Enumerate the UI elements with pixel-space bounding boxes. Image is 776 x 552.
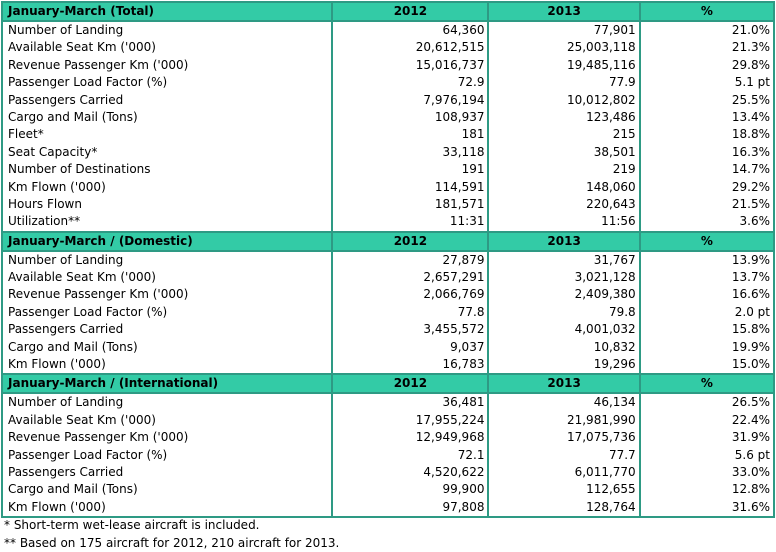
- section-title: January-March / (Domestic): [8, 233, 193, 248]
- column-y2012: [331, 394, 487, 516]
- table-cell: 16.3%: [731, 144, 770, 159]
- table-cell: 114,591: [434, 179, 485, 194]
- table-cell: 21.5%: [731, 196, 770, 211]
- footnote-fleet: * Short-term wet-lease aircraft is included.: [4, 518, 260, 532]
- section-header: [3, 375, 773, 394]
- table-cell: 108,937: [434, 109, 485, 124]
- table-cell: 13.7%: [731, 270, 770, 285]
- table-cell: 5.1 pt: [734, 75, 770, 90]
- table-cell: 9,037: [450, 339, 485, 354]
- row-label: Km Flown ('000): [8, 499, 106, 514]
- table-cell: 29.8%: [731, 57, 770, 72]
- column-pct: [639, 394, 773, 516]
- table-cell: 13.9%: [731, 252, 770, 267]
- column-pct: [639, 252, 773, 374]
- table-cell: 33.0%: [731, 464, 770, 479]
- table-cell: 14.7%: [731, 162, 770, 177]
- table-cell: 181,571: [434, 196, 485, 211]
- table-cell: 191: [461, 162, 485, 177]
- table-cell: 19,296: [593, 357, 636, 372]
- table-cell: 38,501: [593, 144, 636, 159]
- table-cell: 31,767: [593, 252, 636, 267]
- table-cell: 16.6%: [731, 287, 770, 302]
- section-title: January-March / (International): [8, 376, 219, 391]
- table-cell: 77,901: [593, 23, 636, 37]
- table-cell: 25,003,118: [566, 40, 636, 55]
- row-label: Passenger Load Factor (%): [8, 447, 168, 462]
- table-cell: 19,485,116: [566, 57, 636, 72]
- row-label: Passengers Carried: [8, 92, 124, 107]
- table-cell: 2,066,769: [423, 287, 485, 302]
- row-label: Passenger Load Factor (%): [8, 304, 168, 319]
- table-cell: 26.5%: [731, 395, 770, 410]
- table-cell: 72.9: [457, 75, 485, 90]
- row-label: Cargo and Mail (Tons): [8, 109, 138, 124]
- table-cell: 21.3%: [731, 40, 770, 55]
- row-label: Utilization**: [8, 214, 81, 229]
- table-section: [1, 233, 775, 376]
- table-cell: 77.7: [608, 447, 636, 462]
- section-body: [3, 252, 773, 374]
- row-label: Km Flown ('000): [8, 357, 106, 372]
- table-cell: 3,021,128: [574, 270, 636, 285]
- table-cell: 16,783: [442, 357, 485, 372]
- row-label: Cargo and Mail (Tons): [8, 339, 138, 354]
- row-label: Number of Landing: [8, 252, 124, 267]
- table-cell: 6,011,770: [574, 464, 636, 479]
- table-cell: 7,976,194: [423, 92, 485, 107]
- table-cell: 11:31: [449, 214, 485, 229]
- row-label: Number of Landing: [8, 23, 124, 37]
- row-label: Available Seat Km ('000): [8, 412, 156, 427]
- row-label: Seat Capacity*: [8, 144, 98, 159]
- table-cell: 181: [461, 127, 485, 142]
- table-cell: 79.8: [608, 304, 636, 319]
- table-cell: 2,409,380: [574, 287, 636, 302]
- row-label: Passenger Load Factor (%): [8, 75, 168, 90]
- table-cell: 15,016,737: [415, 57, 485, 72]
- table-cell: 2,657,291: [423, 270, 485, 285]
- table-cell: 99,900: [442, 482, 485, 497]
- table-cell: 4,001,032: [574, 322, 636, 337]
- table-cell: 31.6%: [731, 499, 770, 514]
- row-label: Revenue Passenger Km ('000): [8, 57, 189, 72]
- table-cell: 97,808: [442, 499, 485, 514]
- table-cell: 31.9%: [731, 430, 770, 445]
- section-body: [3, 394, 773, 516]
- table-cell: 148,060: [586, 179, 636, 194]
- table-cell: 72.1: [457, 447, 485, 462]
- column-header: %: [639, 375, 773, 392]
- row-label: Number of Landing: [8, 395, 124, 410]
- table-cell: 3,455,572: [423, 322, 485, 337]
- table-cell: 215: [612, 127, 636, 142]
- table-cell: 10,832: [593, 339, 636, 354]
- table-cell: 13.4%: [731, 109, 770, 124]
- column-header: 2013: [487, 3, 638, 20]
- table-cell: 36,481: [442, 395, 485, 410]
- table-cell: 123,486: [586, 109, 636, 124]
- row-label: Revenue Passenger Km ('000): [8, 430, 189, 445]
- table-cell: 77.8: [457, 304, 485, 319]
- table-cell: 12.8%: [731, 482, 770, 497]
- column-header: %: [639, 233, 773, 250]
- table-cell: 2.0 pt: [734, 304, 770, 319]
- table-cell: 21.0%: [731, 23, 770, 37]
- row-label: Number of Destinations: [8, 162, 151, 177]
- table-cell: 18.8%: [731, 127, 770, 142]
- table-cell: 112,655: [586, 482, 636, 497]
- table-cell: 15.8%: [731, 322, 770, 337]
- table-cell: 20,612,515: [415, 40, 485, 55]
- table-section: [1, 375, 775, 518]
- section-header: [3, 3, 773, 22]
- row-label: Available Seat Km ('000): [8, 40, 156, 55]
- row-label: Passengers Carried: [8, 322, 124, 337]
- table-cell: 46,134: [593, 395, 636, 410]
- row-label: Cargo and Mail (Tons): [8, 482, 138, 497]
- table-cell: 128,764: [586, 499, 636, 514]
- column-header: %: [639, 3, 773, 20]
- column-y2013: [487, 22, 638, 231]
- column-y2013: [487, 394, 638, 516]
- table-cell: 22.4%: [731, 412, 770, 427]
- table-section: [1, 1, 775, 233]
- column-label: [3, 22, 331, 231]
- table-cell: 25.5%: [731, 92, 770, 107]
- section-title: January-March (Total): [8, 4, 155, 18]
- column-y2013: [487, 252, 638, 374]
- row-label: Available Seat Km ('000): [8, 270, 156, 285]
- footnote-utilization: ** Based on 175 aircraft for 2012, 210 aircraft for 2013.: [4, 535, 340, 550]
- table-cell: 33,118: [442, 144, 485, 159]
- row-label: Revenue Passenger Km ('000): [8, 287, 189, 302]
- row-label: Passengers Carried: [8, 464, 124, 479]
- row-label: Km Flown ('000): [8, 179, 106, 194]
- row-label: Hours Flown: [8, 196, 82, 211]
- table-cell: 3.6%: [739, 214, 770, 229]
- column-y2012: [331, 22, 487, 231]
- table-cell: 4,520,622: [423, 464, 485, 479]
- table-cell: 17,955,224: [415, 412, 485, 427]
- stats-table: [1, 1, 775, 518]
- column-header: 2012: [331, 233, 487, 250]
- column-label: [3, 252, 331, 374]
- column-header: 2012: [331, 375, 487, 392]
- column-header: 2012: [331, 3, 487, 20]
- table-cell: 12,949,968: [415, 430, 485, 445]
- section-header: [3, 233, 773, 252]
- table-cell: 29.2%: [731, 179, 770, 194]
- table-cell: 77.9: [608, 75, 636, 90]
- column-header: 2013: [487, 375, 638, 392]
- table-cell: 17,075,736: [566, 430, 636, 445]
- column-label: [3, 394, 331, 516]
- footnotes: [4, 517, 339, 552]
- table-cell: 27,879: [442, 252, 485, 267]
- table-cell: 10,012,802: [566, 92, 636, 107]
- column-header: 2013: [487, 233, 638, 250]
- table-cell: 21,981,990: [566, 412, 636, 427]
- table-cell: 11:56: [601, 214, 636, 229]
- row-label: Fleet*: [8, 127, 44, 142]
- table-cell: 64,360: [442, 23, 485, 37]
- column-pct: [639, 22, 773, 231]
- section-body: [3, 22, 773, 231]
- table-cell: 5.6 pt: [734, 447, 770, 462]
- table-cell: 15.0%: [731, 357, 770, 372]
- column-y2012: [331, 252, 487, 374]
- table-cell: 19.9%: [731, 339, 770, 354]
- table-cell: 220,643: [586, 196, 636, 211]
- table-cell: 219: [612, 162, 636, 177]
